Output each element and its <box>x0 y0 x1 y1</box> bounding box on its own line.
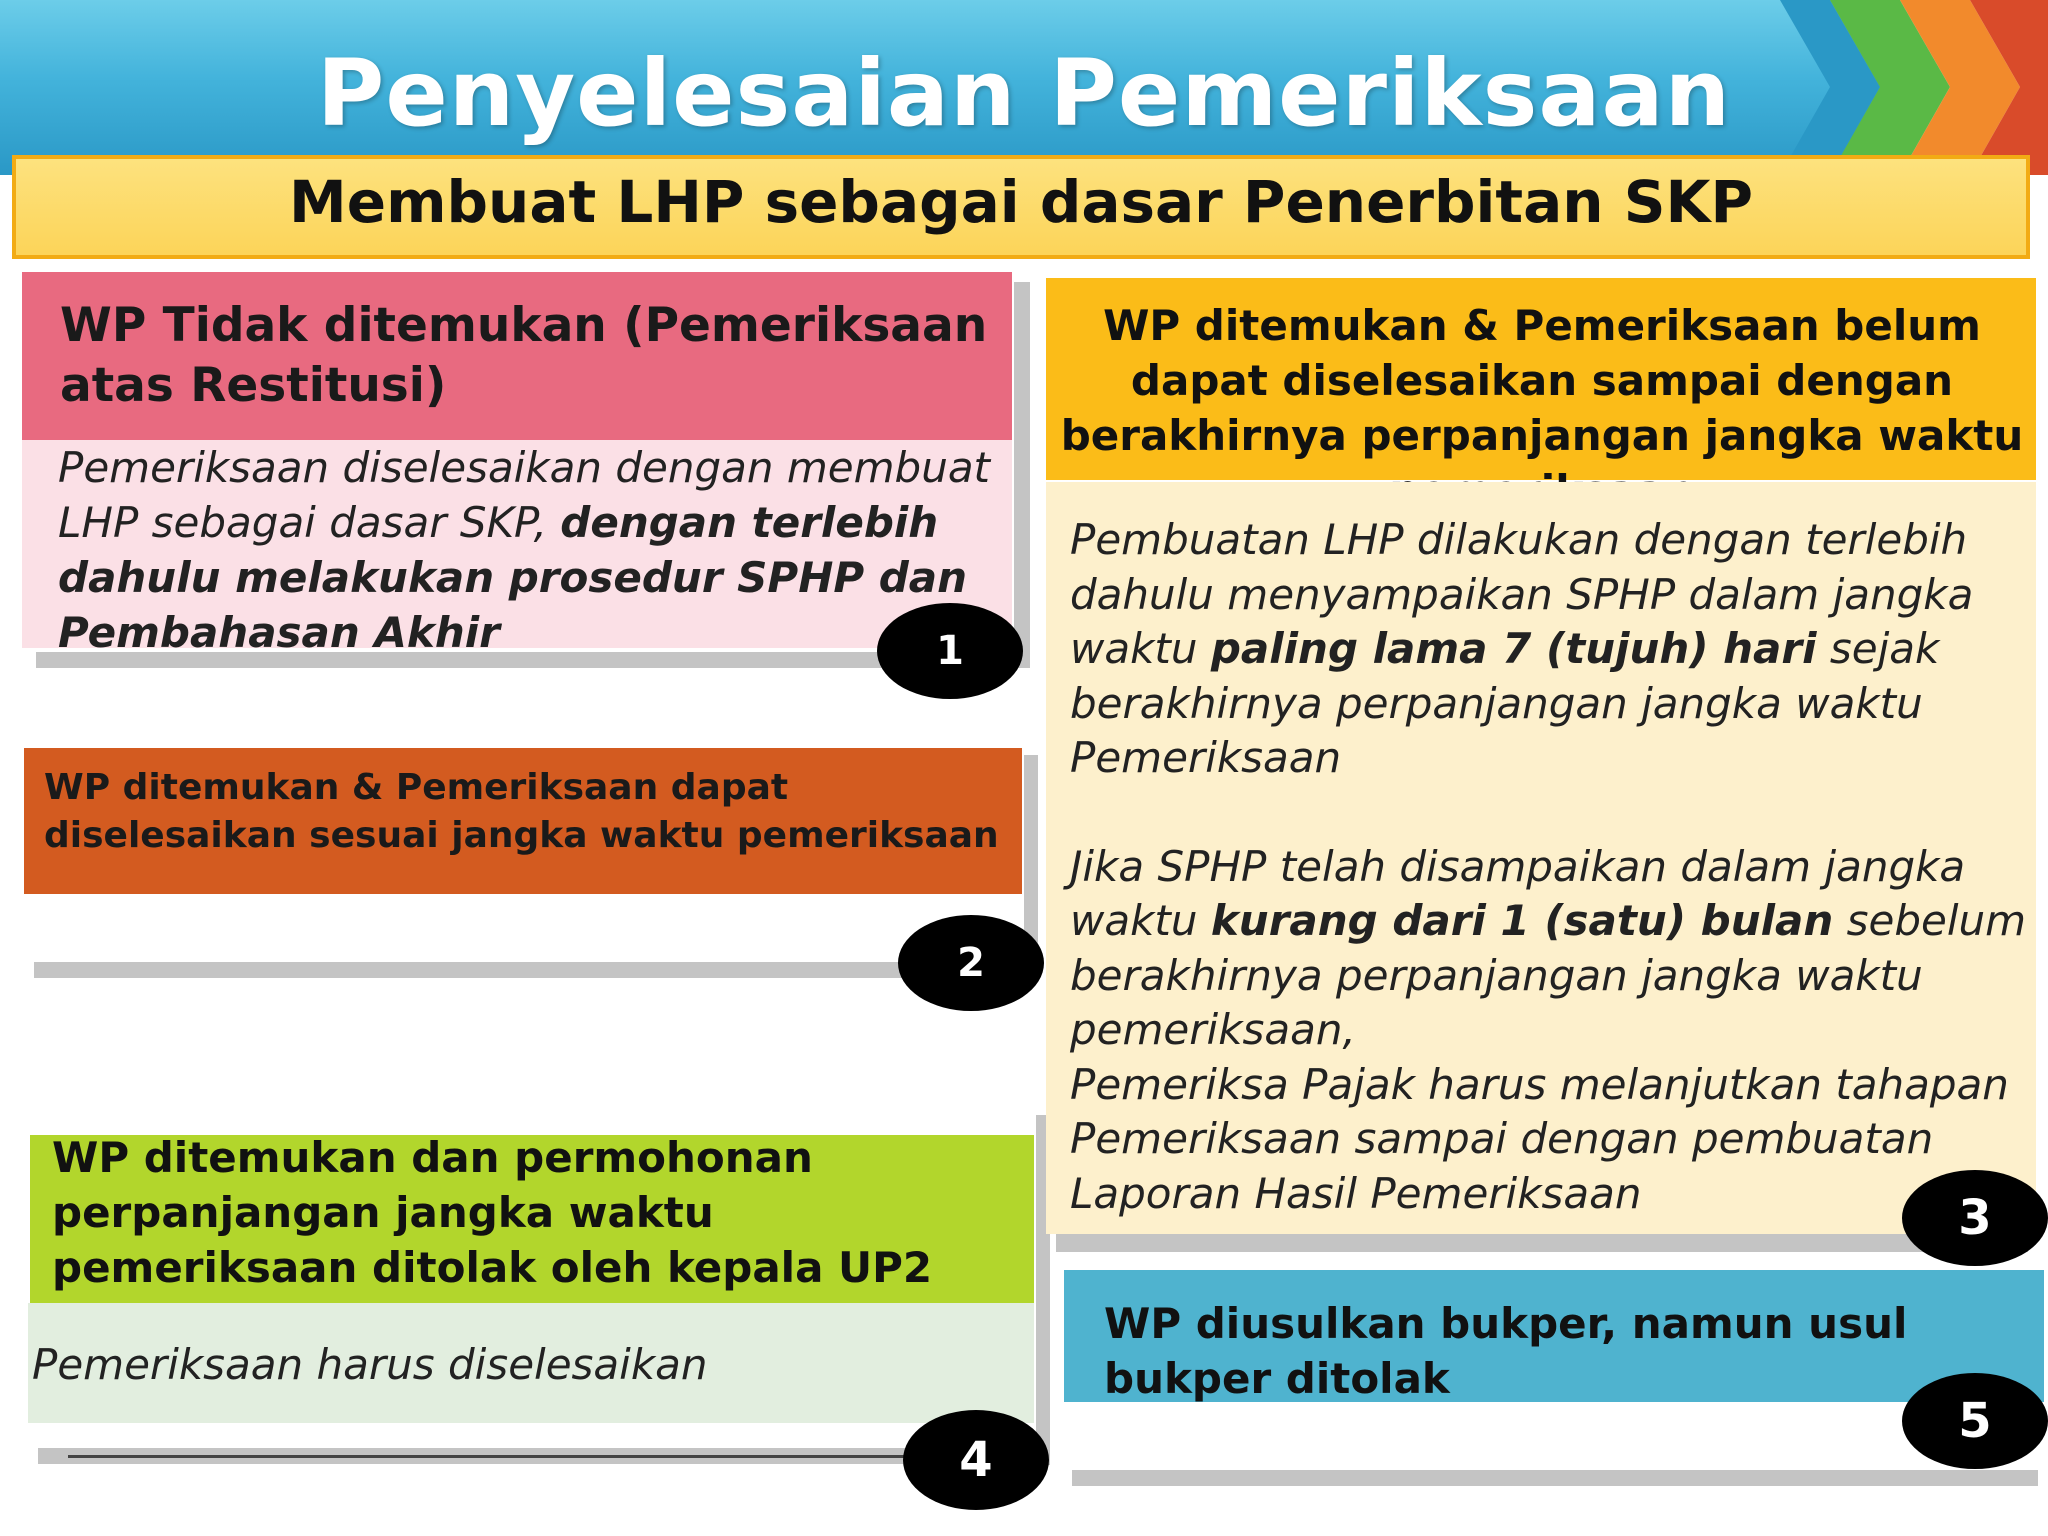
number-badge-5: 5 <box>1902 1373 2048 1469</box>
box1-shadow-right <box>1014 282 1030 668</box>
number-badge-1: 1 <box>877 603 1023 699</box>
box1-body-normal: Pemeriksaan diselesaikan dengan membuat LHP sebagai dasar SKP, <box>58 443 991 547</box>
box3-p1-normal-end: sejak berakhirnya perpanjangan jangka waktu Pemeriksaan <box>1070 624 1940 782</box>
box4-underline <box>68 1455 938 1458</box>
box3-body-text <box>1070 513 2030 1221</box>
box5-shadow-bottom <box>1072 1470 2038 1486</box>
box3-shadow-bottom <box>1056 1234 2028 1252</box>
box3-paragraph-2 <box>1070 840 2030 1058</box>
box1-heading: WP Tidak ditemukan (Pemeriksaan atas Restitusi) <box>60 298 988 413</box>
number-badge-2: 2 <box>898 915 1044 1011</box>
number-badge-3: 3 <box>1902 1170 2048 1266</box>
box3-paragraph-1 <box>1070 513 2030 786</box>
box3-paragraph-3: Pemeriksa Pajak harus melanjutkan tahapan Pemeriksaan sampai dengan pembuatan Laporan Hasil Pemeriksaan <box>1070 1059 2009 1218</box>
box4-body-text: Pemeriksaan harus diselesaikan <box>32 1340 708 1389</box>
box2-heading: WP ditemukan & Pemeriksaan dapat diselesaikan sesuai jangka waktu pemeriksaan <box>44 767 999 856</box>
paragraph-gap <box>1070 786 2030 840</box>
box1-body-bold: dengan terlebih dahulu melakukan prosedur SPHP dan Pembahasan Akhir <box>58 498 968 657</box>
box3-p1-normal: Pembuatan LHP dilakukan dengan terlebih dahulu menyampaikan SPHP dalam jangka waktu <box>1070 515 1974 673</box>
number-badge-4: 4 <box>903 1410 1049 1510</box>
box3-p2-normal: Jika SPHP telah disampaikan dalam jangka waktu <box>1070 841 1966 945</box>
page-title: Penyelesaian Pemeriksaan <box>316 40 1732 147</box>
page-subtitle: Membuat LHP sebagai dasar Penerbitan SKP <box>289 168 1753 236</box>
box1-body-text <box>58 440 1008 660</box>
box4-heading: WP ditemukan dan permohonan perpanjangan jangka waktu pemeriksaan ditolak oleh kepala UP2 <box>52 1133 933 1292</box>
box2-shadow-bottom <box>34 962 1034 978</box>
box3-p2-normal-end: sebelum berakhirnya perpanjangan jangka waktu pemeriksaan, <box>1070 896 2027 1054</box>
box3-p2-bold: kurang dari 1 (satu) bulan <box>1210 896 1834 945</box>
box3-p1-bold: paling lama 7 (tujuh) hari <box>1210 624 1817 673</box>
box5-heading: WP diusulkan bukper, namun usul bukper ditolak <box>1104 1299 1908 1403</box>
box3-heading: WP ditemukan & Pemeriksaan belum dapat diselesaikan sampai dengan berakhirnya perpanjangan jangka waktu <box>1060 301 2024 460</box>
